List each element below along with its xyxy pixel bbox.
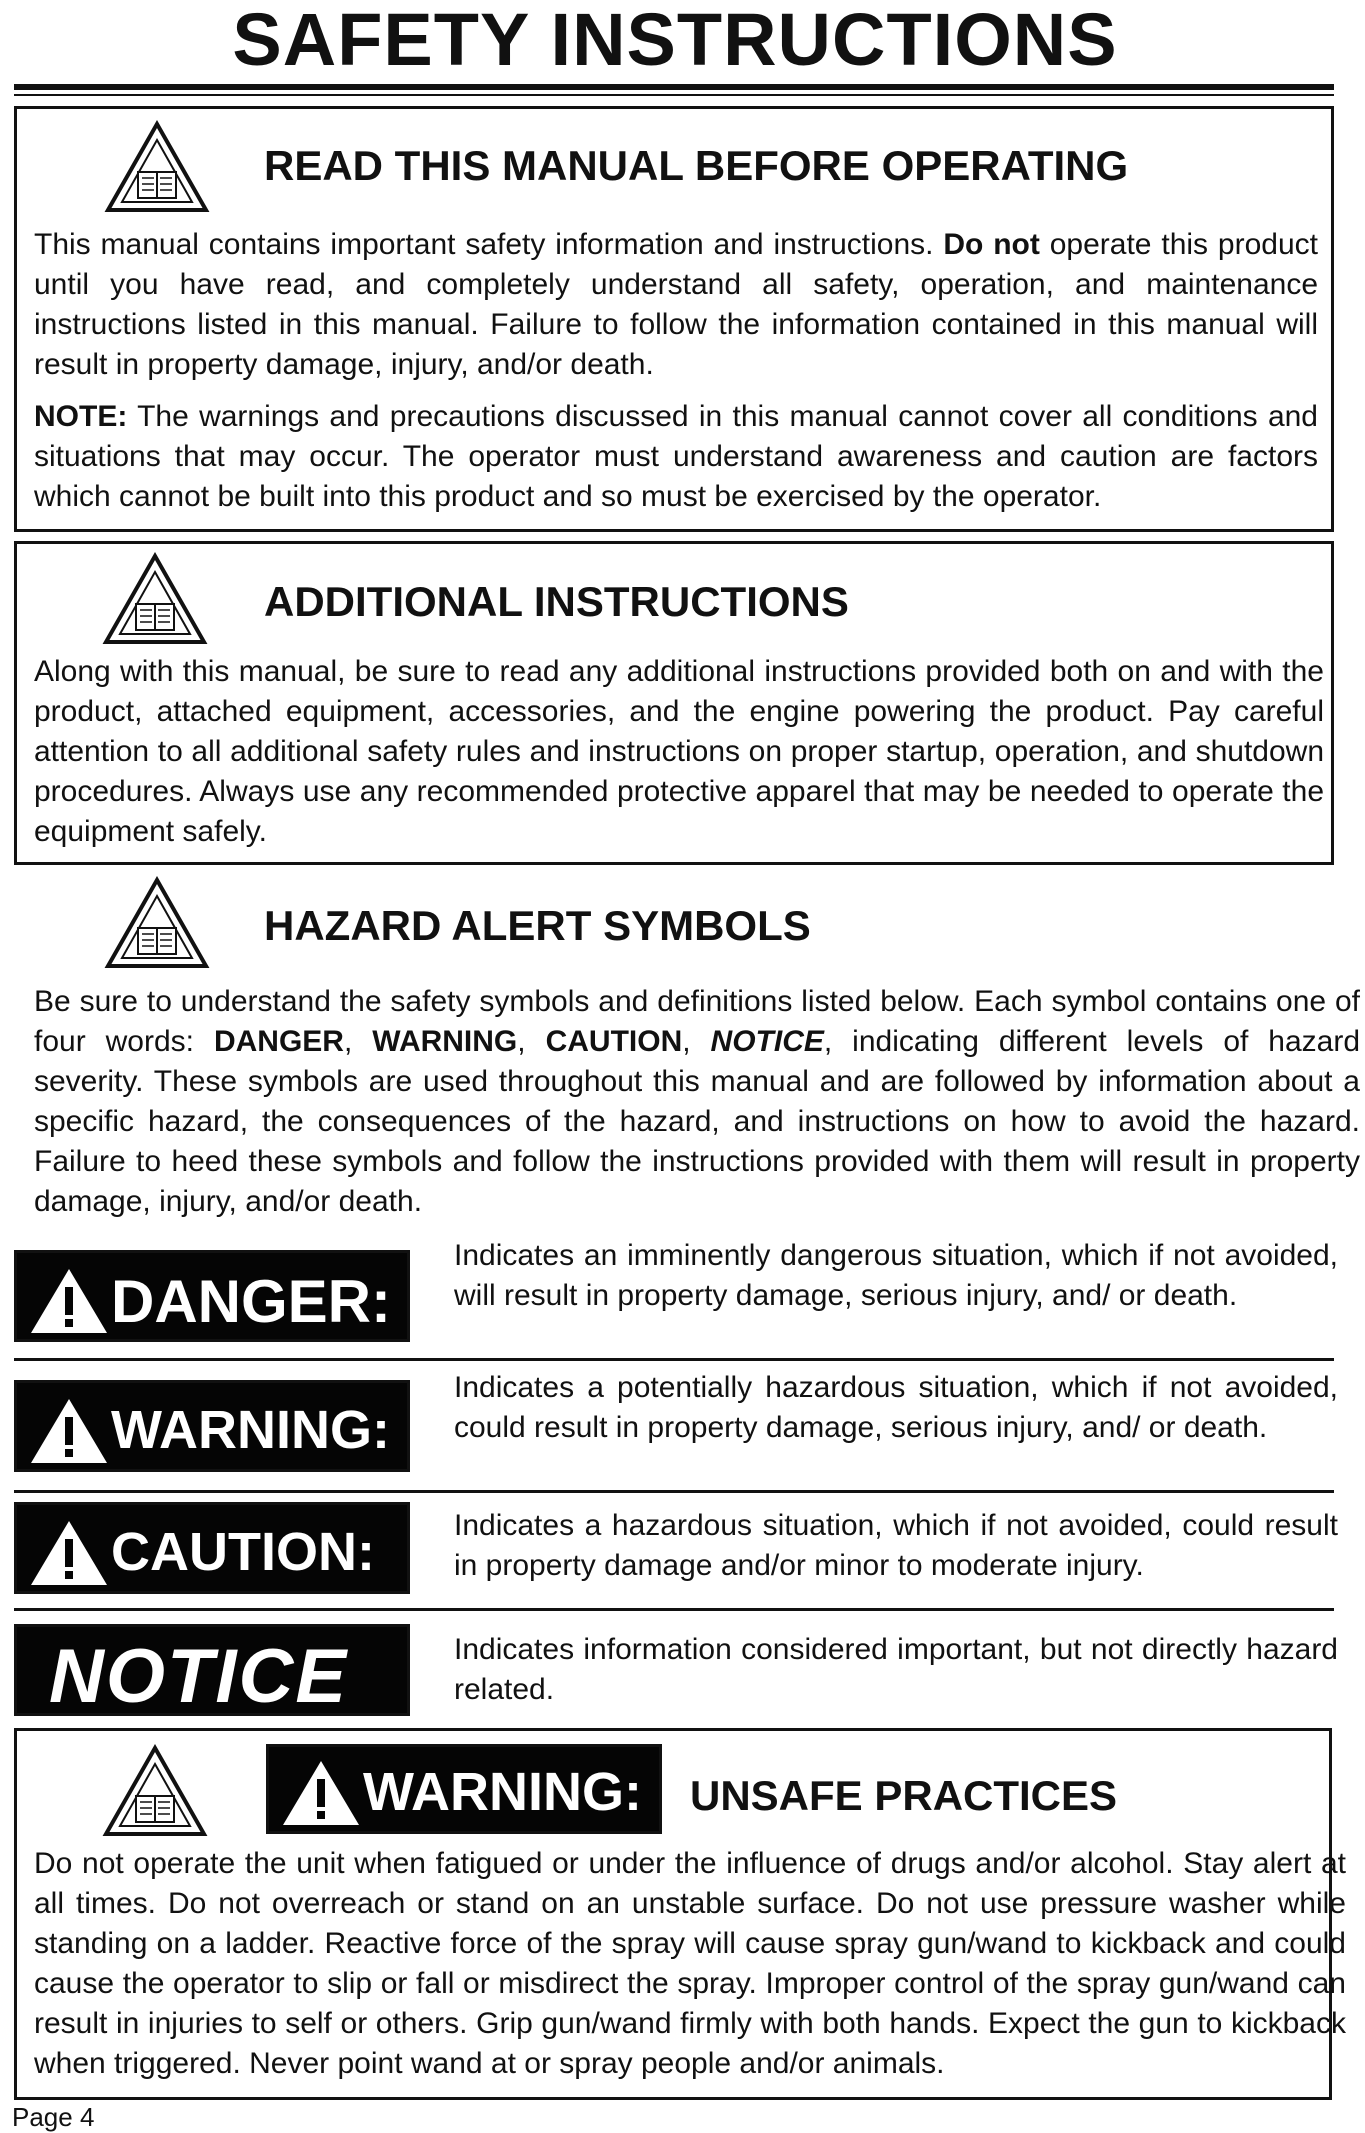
- unsafe-paragraph: Do not operate the unit when fatigued or under the influence of drugs and/or alcohol. Stay alert at all times. Do not overreach or stand on an unstable surface. Do not use pressure washer while standing on a ladder. Reactive force of the spray will cause spray gun/wand to kickback and could cause the operator to slip or fall or misdirect the spray. Improper control of the spray gun/wand can result in injuries to self or others. Grip gun/wand firmly with both hands. Expect the gun to kickback when triggered. Never point wand at or spray people and/or animals.: [34, 1847, 1346, 2080]
- read-manual-paragraph: This manual contains important safety information and instructions. Do not operate this product until you have read, and completely understand all safety, operation, and maintenance instructions listed in this manual. Failure to follow the information contained in this manual will result in property damage, injury, and/or death.: [34, 228, 1318, 381]
- unsafe-warning-badge: [266, 1744, 662, 1834]
- hazard-intro: Be sure to understand the safety symbols and definitions listed below. Each symbol contains one of four words: DANGER, WARNING, CAUTION, NOTICE, indicating different levels of hazard severity. These symbols are used throughout this manual and are followed by information about a specific hazard, the consequences of the hazard, and instructions on how to avoid the hazard. Failure to heed these symbols and follow the instructions provided with them will result in property damage, injury, and/or death.: [34, 985, 1361, 1218]
- separator: [14, 1358, 1334, 1361]
- manual-warning-icon: [104, 120, 210, 214]
- unsafe-badge-word: WARNING:: [363, 1762, 642, 1822]
- read-manual-heading: READ THIS MANUAL BEFORE OPERATING: [264, 142, 1129, 189]
- separator: [14, 1490, 1334, 1493]
- danger-word: DANGER:: [111, 1268, 391, 1335]
- read-manual-note: NOTE: The warnings and precautions discussed in this manual cannot cover all conditions and situations that may occur. The operator must understand awareness and caution are factors which cannot be built into this product and so must be exercised by the operator.: [34, 400, 1318, 513]
- danger-signal: [14, 1250, 410, 1342]
- title-rule: [14, 84, 1334, 90]
- caution-signal: [14, 1502, 410, 1594]
- danger-alert-icon: [27, 1265, 111, 1337]
- warning-definition: Indicates a potentially hazardous situation, which if not avoided, could result in property damage, serious injury, and/ or death.: [454, 1371, 1338, 1444]
- unsafe-heading: UNSAFE PRACTICES: [690, 1772, 1118, 1819]
- warning-alert-icon: [27, 1395, 111, 1467]
- hazard-warning-icon: [104, 876, 210, 970]
- danger-definition: Indicates an imminently dangerous situation, which if not avoided, will result in property damage, serious injury, and/ or death.: [454, 1239, 1338, 1312]
- title-rule-thin: [14, 94, 1334, 96]
- hazard-heading: HAZARD ALERT SYMBOLS: [264, 902, 811, 949]
- notice-definition: Indicates information considered important, but not directly hazard related.: [454, 1633, 1338, 1706]
- warning-word: WARNING:: [111, 1400, 390, 1460]
- page-title: SAFETY INSTRUCTIONS: [232, 0, 1118, 81]
- unsafe-warning-icon: [102, 1744, 208, 1838]
- additional-heading: ADDITIONAL INSTRUCTIONS: [264, 578, 849, 625]
- unsafe-alert-icon: [279, 1757, 363, 1829]
- additional-paragraph: Along with this manual, be sure to read any additional instructions provided both on and with the product, attached equipment, accessories, and the engine powering the product. Pay careful attention to all additional safety rules and instructions on proper startup, operation, and shutdown procedures. Always use any recommended protective apparel that may be needed to operate the equipment safely.: [34, 655, 1324, 848]
- warning-signal: [14, 1380, 410, 1472]
- additional-warning-icon: [102, 552, 208, 646]
- notice-word: NOTICE: [49, 1634, 349, 1716]
- caution-alert-icon: [27, 1517, 111, 1589]
- caution-definition: Indicates a hazardous situation, which if not avoided, could result in property damage and/or minor to moderate injury.: [454, 1509, 1338, 1582]
- page-number: Page 4: [12, 2102, 95, 2132]
- separator: [14, 1608, 1334, 1611]
- notice-signal: [14, 1624, 410, 1716]
- caution-word: CAUTION:: [111, 1522, 375, 1582]
